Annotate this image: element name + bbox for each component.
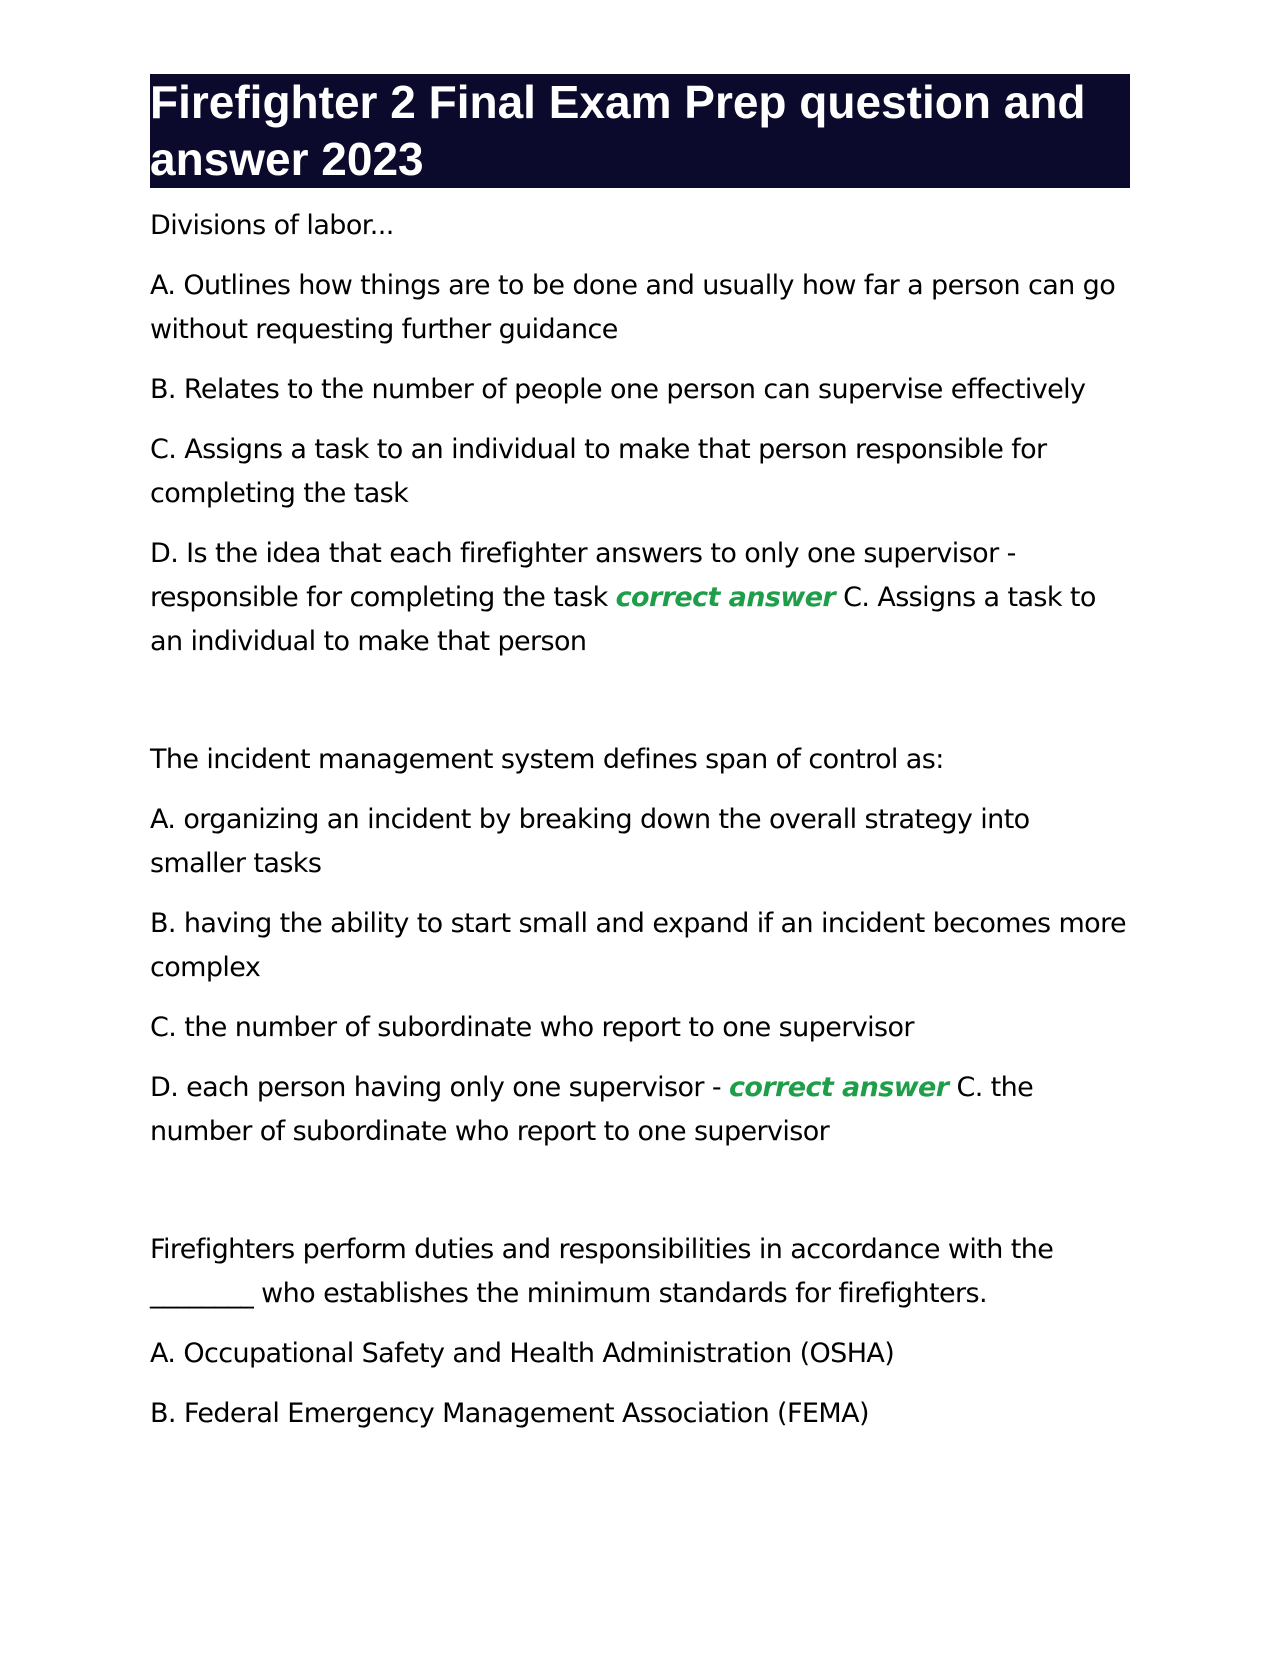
option-d: D. Is the idea that each firefighter answers to only one supervisor - responsible for completing the task [150, 538, 1016, 613]
correct-answer-label: correct answer [728, 1072, 949, 1103]
option-b: B. having the ability to start small and expand if an incident becomes more complex [150, 908, 1126, 983]
document-page [150, 74, 1130, 1452]
option-d-with-answer [150, 1066, 1130, 1154]
question-stem: Firefighters perform duties and responsibilities in accordance with the ________ who establishes the minimum standards for firefighters. [150, 1234, 1054, 1309]
question-spacer [150, 680, 1130, 738]
answer-text: C. the number of subordinate who report to one supervisor [150, 1072, 1034, 1147]
question-stem: Divisions of labor... [150, 210, 394, 241]
correct-answer-label: correct answer [615, 582, 836, 613]
question-1 [150, 204, 1130, 664]
option-b: B. Federal Emergency Management Association (FEMA) [150, 1398, 869, 1429]
document-body [150, 204, 1130, 1436]
question-stem: The incident management system defines span of control as: [150, 744, 944, 775]
option-c: C. the number of subordinate who report to one supervisor [150, 1012, 914, 1043]
option-a: A. organizing an incident by breaking down the overall strategy into smaller tasks [150, 804, 1030, 879]
question-spacer [150, 1170, 1130, 1228]
document-title: Firefighter 2 Final Exam Prep question and answer 2023 [150, 74, 1130, 188]
option-d: D. each person having only one supervisor - [150, 1072, 721, 1103]
option-a: A. Outlines how things are to be done and usually how far a person can go without requesting further guidance [150, 270, 1116, 345]
option-d-with-answer [150, 532, 1130, 664]
answer-text: C. Assigns a task to an individual to make that person [150, 582, 1096, 657]
option-b: B. Relates to the number of people one person can supervise effectively [150, 374, 1086, 405]
question-2 [150, 738, 1130, 1154]
option-c: C. Assigns a task to an individual to make that person responsible for completing the task [150, 434, 1047, 509]
question-3 [150, 1228, 1130, 1436]
option-a: A. Occupational Safety and Health Administration (OSHA) [150, 1338, 895, 1369]
